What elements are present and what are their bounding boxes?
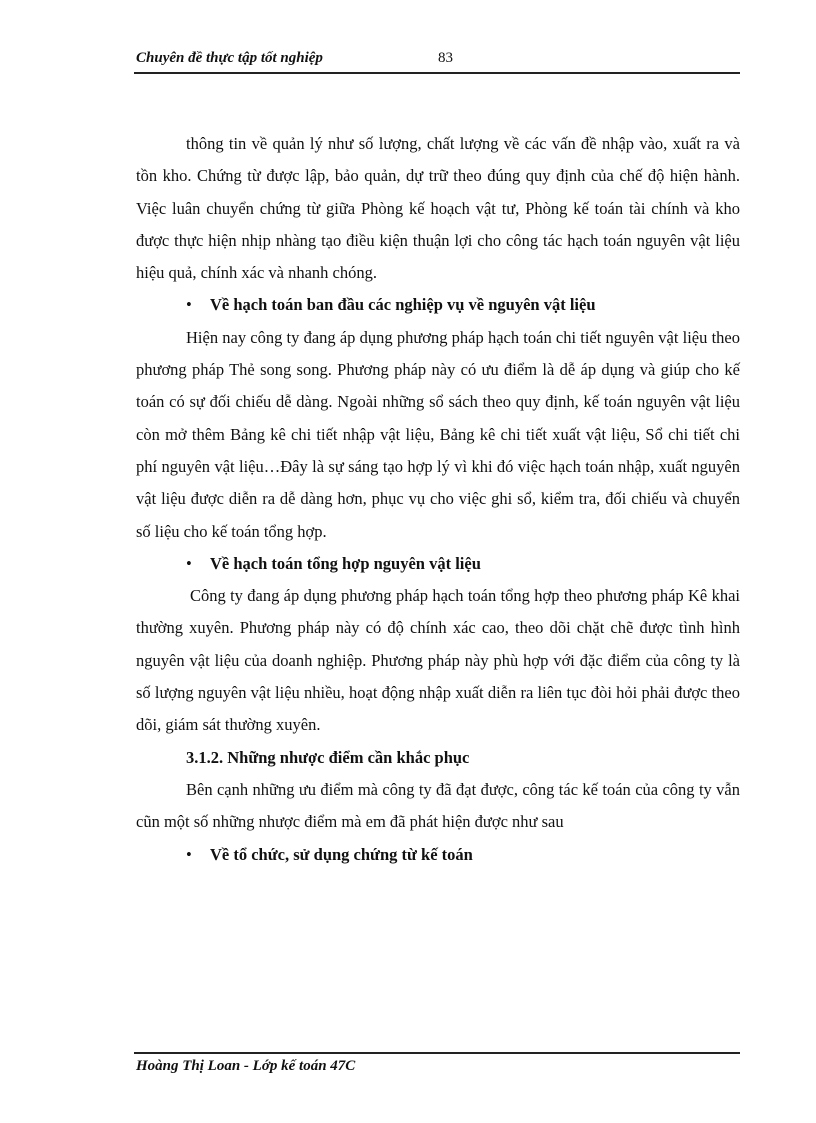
- bullet-heading-text: Về tổ chức, sử dụng chứng từ kế toán: [210, 844, 473, 864]
- page-footer: [134, 1052, 740, 1075]
- bullet-icon: •: [186, 844, 192, 864]
- bullet-heading-text: Về hạch toán tổng hợp nguyên vật liệu: [210, 553, 481, 573]
- paragraph: Bên cạnh những ưu điểm mà công ty đã đạt được, công tác kế toán của công ty vẫn cũn một số những nhược điểm mà em đã phát hiện được như sau: [136, 779, 740, 832]
- document-body: [136, 128, 740, 871]
- paragraph: Hiện nay công ty đang áp dụng phương pháp hạch toán chi tiết nguyên vật liệu theo phương pháp Thẻ song song. Phương pháp này có ưu điểm là dễ áp dụng và giúp cho kế toán có sự đối chiếu dễ dàng. Ngoài những sổ sách theo quy định, kế toán nguyên vật liệu còn mở thêm Bảng kê chi tiết nhập vật liệu, Bảng kê chi tiết xuất vật liệu, Sổ chi tiết chi phí nguyên vật liệu…Đây là sự sáng tạo hợp lý vì khi đó việc hạch toán nhập, xuất nguyên vật liệu được diễn ra dễ dàng hơn, phục vụ cho việc ghi sổ, kiểm tra, đối chiếu và chuyển số liệu cho kế toán tổng hợp.: [136, 327, 740, 541]
- bullet-icon: •: [186, 295, 192, 315]
- bullet-heading: [136, 839, 740, 871]
- bullet-icon: •: [186, 553, 192, 573]
- bullet-heading: [136, 548, 740, 580]
- footer-author: Hoàng Thị Loan - Lớp kế toán 47C: [136, 1058, 356, 1074]
- document-title: Chuyên đề thực tập tốt nghiệp: [136, 50, 323, 66]
- section-heading: 3.1.2. Những nhược điểm cần khắc phục: [186, 747, 470, 767]
- paragraph: thông tin về quản lý như số lượng, chất lượng về các vấn đề nhập vào, xuất ra và tồn kho. Chứng từ được lập, bảo quản, dự trữ theo đúng quy định của chế độ hiện hành. Việc luân chuyển chứng từ giữa Phòng kế hoạch vật tư, Phòng kế toán tài chính và kho được thực hiện nhịp nhàng tạo điều kiện thuận lợi cho công tác hạch toán nguyên vật liệu hiệu quả, chính xác và nhanh chóng.: [136, 134, 740, 283]
- bullet-heading: [136, 289, 740, 321]
- page-number: 83: [438, 50, 453, 66]
- page-header: [134, 46, 740, 74]
- bullet-heading-text: Về hạch toán ban đầu các nghiệp vụ về nguyên vật liệu: [210, 295, 596, 315]
- paragraph: Công ty đang áp dụng phương pháp hạch toán tổng hợp theo phương pháp Kê khai thường xuyên. Phương pháp này có độ chính xác cao, theo dõi chặt chẽ được tình hình nguyên vật liệu của doanh nghiệp. Phương pháp này phù hợp với đặc điểm của công ty là số lượng nguyên vật liệu nhiều, hoạt động nhập xuất diễn ra liên tục đòi hỏi phải được theo dõi, giám sát thường xuyên.: [136, 586, 740, 735]
